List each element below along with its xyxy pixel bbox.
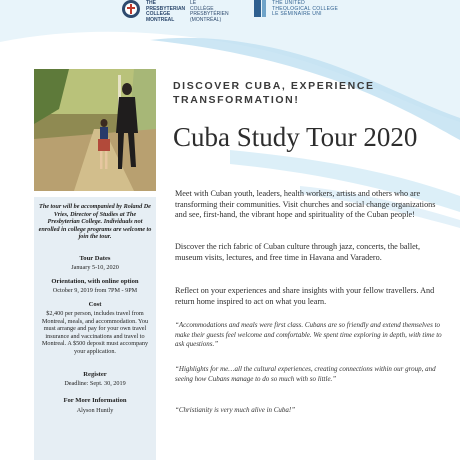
- testimonial-quote: “Christianity is very much alive in Cuba!”: [175, 406, 296, 414]
- street-photo: [34, 69, 156, 191]
- body-paragraph: Meet with Cuban youth, leaders, health workers, artists and others who are transforming their communities. Visit churches and social change organizations and see, first-hand, the vibrant hope and spirituality of the Cuban people!: [175, 189, 436, 219]
- page-title: Cuba Study Tour 2020: [173, 122, 418, 152]
- register-heading: Register: [83, 371, 107, 378]
- header: [0, 0, 460, 22]
- orientation-value: October 9, 2019 from 7PM - 9PM: [52, 287, 138, 294]
- body-paragraph: Reflect on your experiences and share insights with your fellow travellers. And return home inspired to act on what you learn.: [175, 286, 435, 306]
- tour-dates-value: January 5-10, 2020: [71, 264, 119, 271]
- united-college-logo-bar: [254, 0, 261, 17]
- college-name-french: LE COLLÈGE PRESBYTÉRIEN (MONTRÉAL): [190, 0, 229, 23]
- testimonial-quote: “Accommodations and meals were first class. Cubans are so friendly and extend themselves to make their guests feel welcome and comfortable. We spent time exploring in depth, with time to ask questions.”: [175, 321, 442, 349]
- tour-dates-heading: Tour Dates: [79, 255, 111, 262]
- body-paragraph: Discover the rich fabric of Cuban culture through jazz, concerts, the ballet, museum visits, lectures, and free time in Havana and Varadero.: [175, 242, 421, 262]
- tagline: DISCOVER CUBA, EXPERIENCE TRANSFORMATION!: [173, 80, 375, 106]
- register-deadline: Deadline: Sept. 30, 2019: [64, 380, 126, 387]
- united-college-logo-bar-light: [262, 0, 266, 17]
- more-info-heading: For More Information: [63, 397, 127, 404]
- testimonial-quote: “Highlights for me…all the cultural experiences, creating connections within our group, and seeing how Cubans manage to do so much with so little.”: [175, 365, 436, 383]
- college-name-english: THE PRESBYTERIAN COLLEGE MONTREAL: [146, 0, 186, 23]
- united-college-name: THE UNITED THEOLOGICAL COLLEGE LE SÉMINAIRE UNI: [272, 0, 339, 17]
- cost-value: $2,400 per person, includes travel from Montreal, meals, and accommodation. You must arrange and pay for your own travel insurance and vaccinations and travel to Montreal. A $500 deposit must accompany your application.: [41, 310, 149, 355]
- cost-heading: Cost: [88, 301, 102, 308]
- contact-name: Alyson Huntly: [76, 407, 114, 414]
- sidebar: [34, 197, 156, 460]
- orientation-heading: Orientation, with online option: [51, 278, 139, 285]
- presbyterian-college-logo: [120, 0, 142, 22]
- tour-leader-note: The tour will be accompanied by Roland De Vries, Director of Studies at The Presbyterian College. Individuals not enrolled in college programs are welcome to join the tour.: [38, 203, 152, 241]
